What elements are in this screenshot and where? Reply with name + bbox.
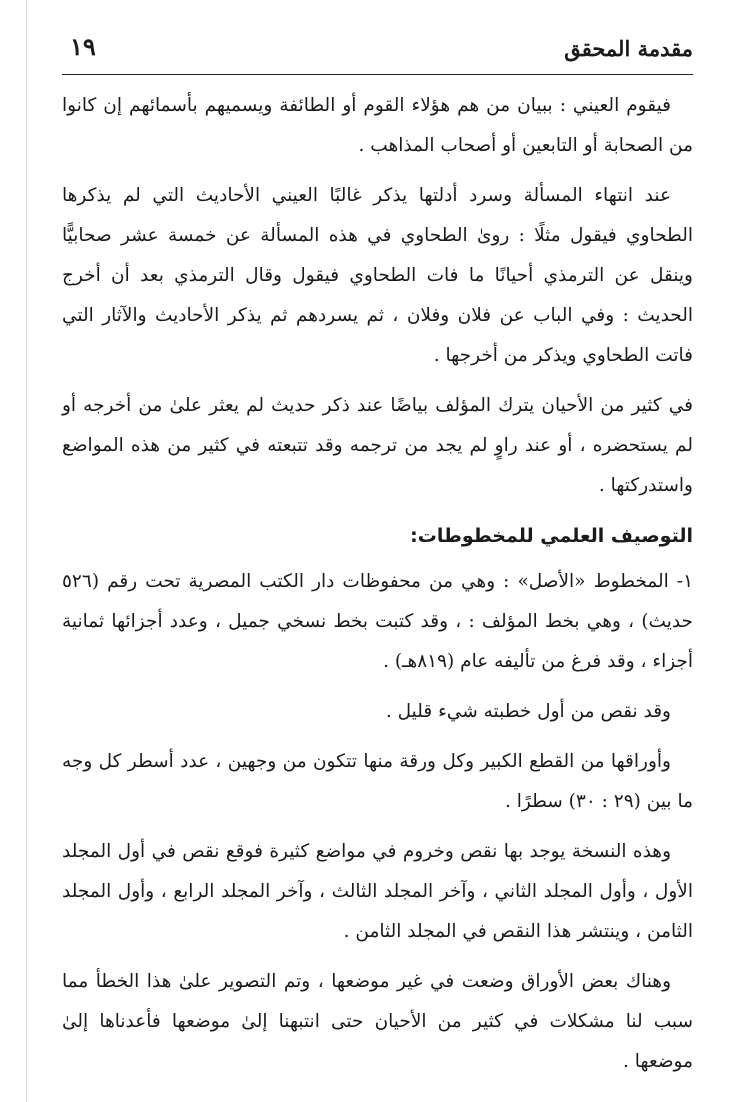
paragraph-2: عند انتهاء المسألة وسرد أدلتها يذكر غالبًا العيني الأحاديث التي لم يذكرها الطحاوي فيقول مثلًا : روىٰ الطحاوي في هذه المسألة عن خمسة عشر صحابيًّا وينقل عن الترمذي أحيانًا ما فات الطحاوي فيقول وقال الترمذي بعد أن أخرج الحديث : وفي الباب عن فلان وفلان ، ثم يسردهم ثم يذكر الأحاديث والآثار التي فاتت الطحاوي ويذكر من أخرجها .: [62, 185, 693, 366]
running-title: مقدمة المحقق: [564, 36, 693, 61]
manuscript-paragraph-4: وهذه النسخة يوجد بها نقص وخروم في مواضع كثيرة فوقع نقص في أول المجلد الأول ، وأول المجلد الثاني ، وآخر المجلد الثالث ، وآخر المجلد الرابع ، وأول المجلد الثامن ، وينتشر هذا النقص في المجلد الثامن .: [62, 841, 693, 942]
paragraph-1: فيقوم العيني : ببيان من هم هؤلاء القوم أو الطائفة ويسميهم بأسمائهم إن كانوا من الصحابة أو التابعين أو أصحاب المذاهب .: [62, 95, 693, 156]
paragraph-3: في كثير من الأحيان يترك المؤلف بياضًا عند ذكر حديث لم يعثر علىٰ من أخرجه أو لم يستحضره ، أو عند راوٍ لم يجد من ترجمه وقد تتبعته في كثير من هذه المواضع واستدركتها .: [62, 395, 693, 496]
manuscript-paragraph-5: وهناك بعض الأوراق وضعت في غير موضعها ، وتم التصوير علىٰ هذا الخطأ مما سبب لنا مشكلات في كثير من الأحيان حتى انتبهنا إلىٰ موضعها فأعدناها إلىٰ موضعها .: [62, 971, 693, 1072]
page-edge-line: [26, 0, 27, 1102]
manuscript-paragraph-3: وأوراقها من القطع الكبير وكل ورقة منها تتكون من وجهين ، عدد أسطر كل وجه ما بين (٢٩ : ٣٠) سطرًا .: [62, 751, 693, 812]
page-header: [62, 30, 693, 75]
manuscript-paragraph-1: ١- المخطوط «الأصل» : وهي من محفوظات دار الكتب المصرية تحت رقم (٥٢٦ حديث) ، وهي بخط المؤلف : ، وقد كتبت بخط نسخي جميل ، وعدد أجزائها ثمانية أجزاء ، وقد فرغ من تأليفه عام (٨١٩هـ) .: [62, 571, 693, 672]
page-body: [62, 86, 693, 1092]
page-number: ١٩: [70, 32, 96, 61]
manuscript-paragraph-2: وقد نقص من أول خطبته شيء قليل .: [385, 701, 671, 722]
section-heading: التوصيف العلمي للمخطوطات:: [410, 525, 693, 547]
